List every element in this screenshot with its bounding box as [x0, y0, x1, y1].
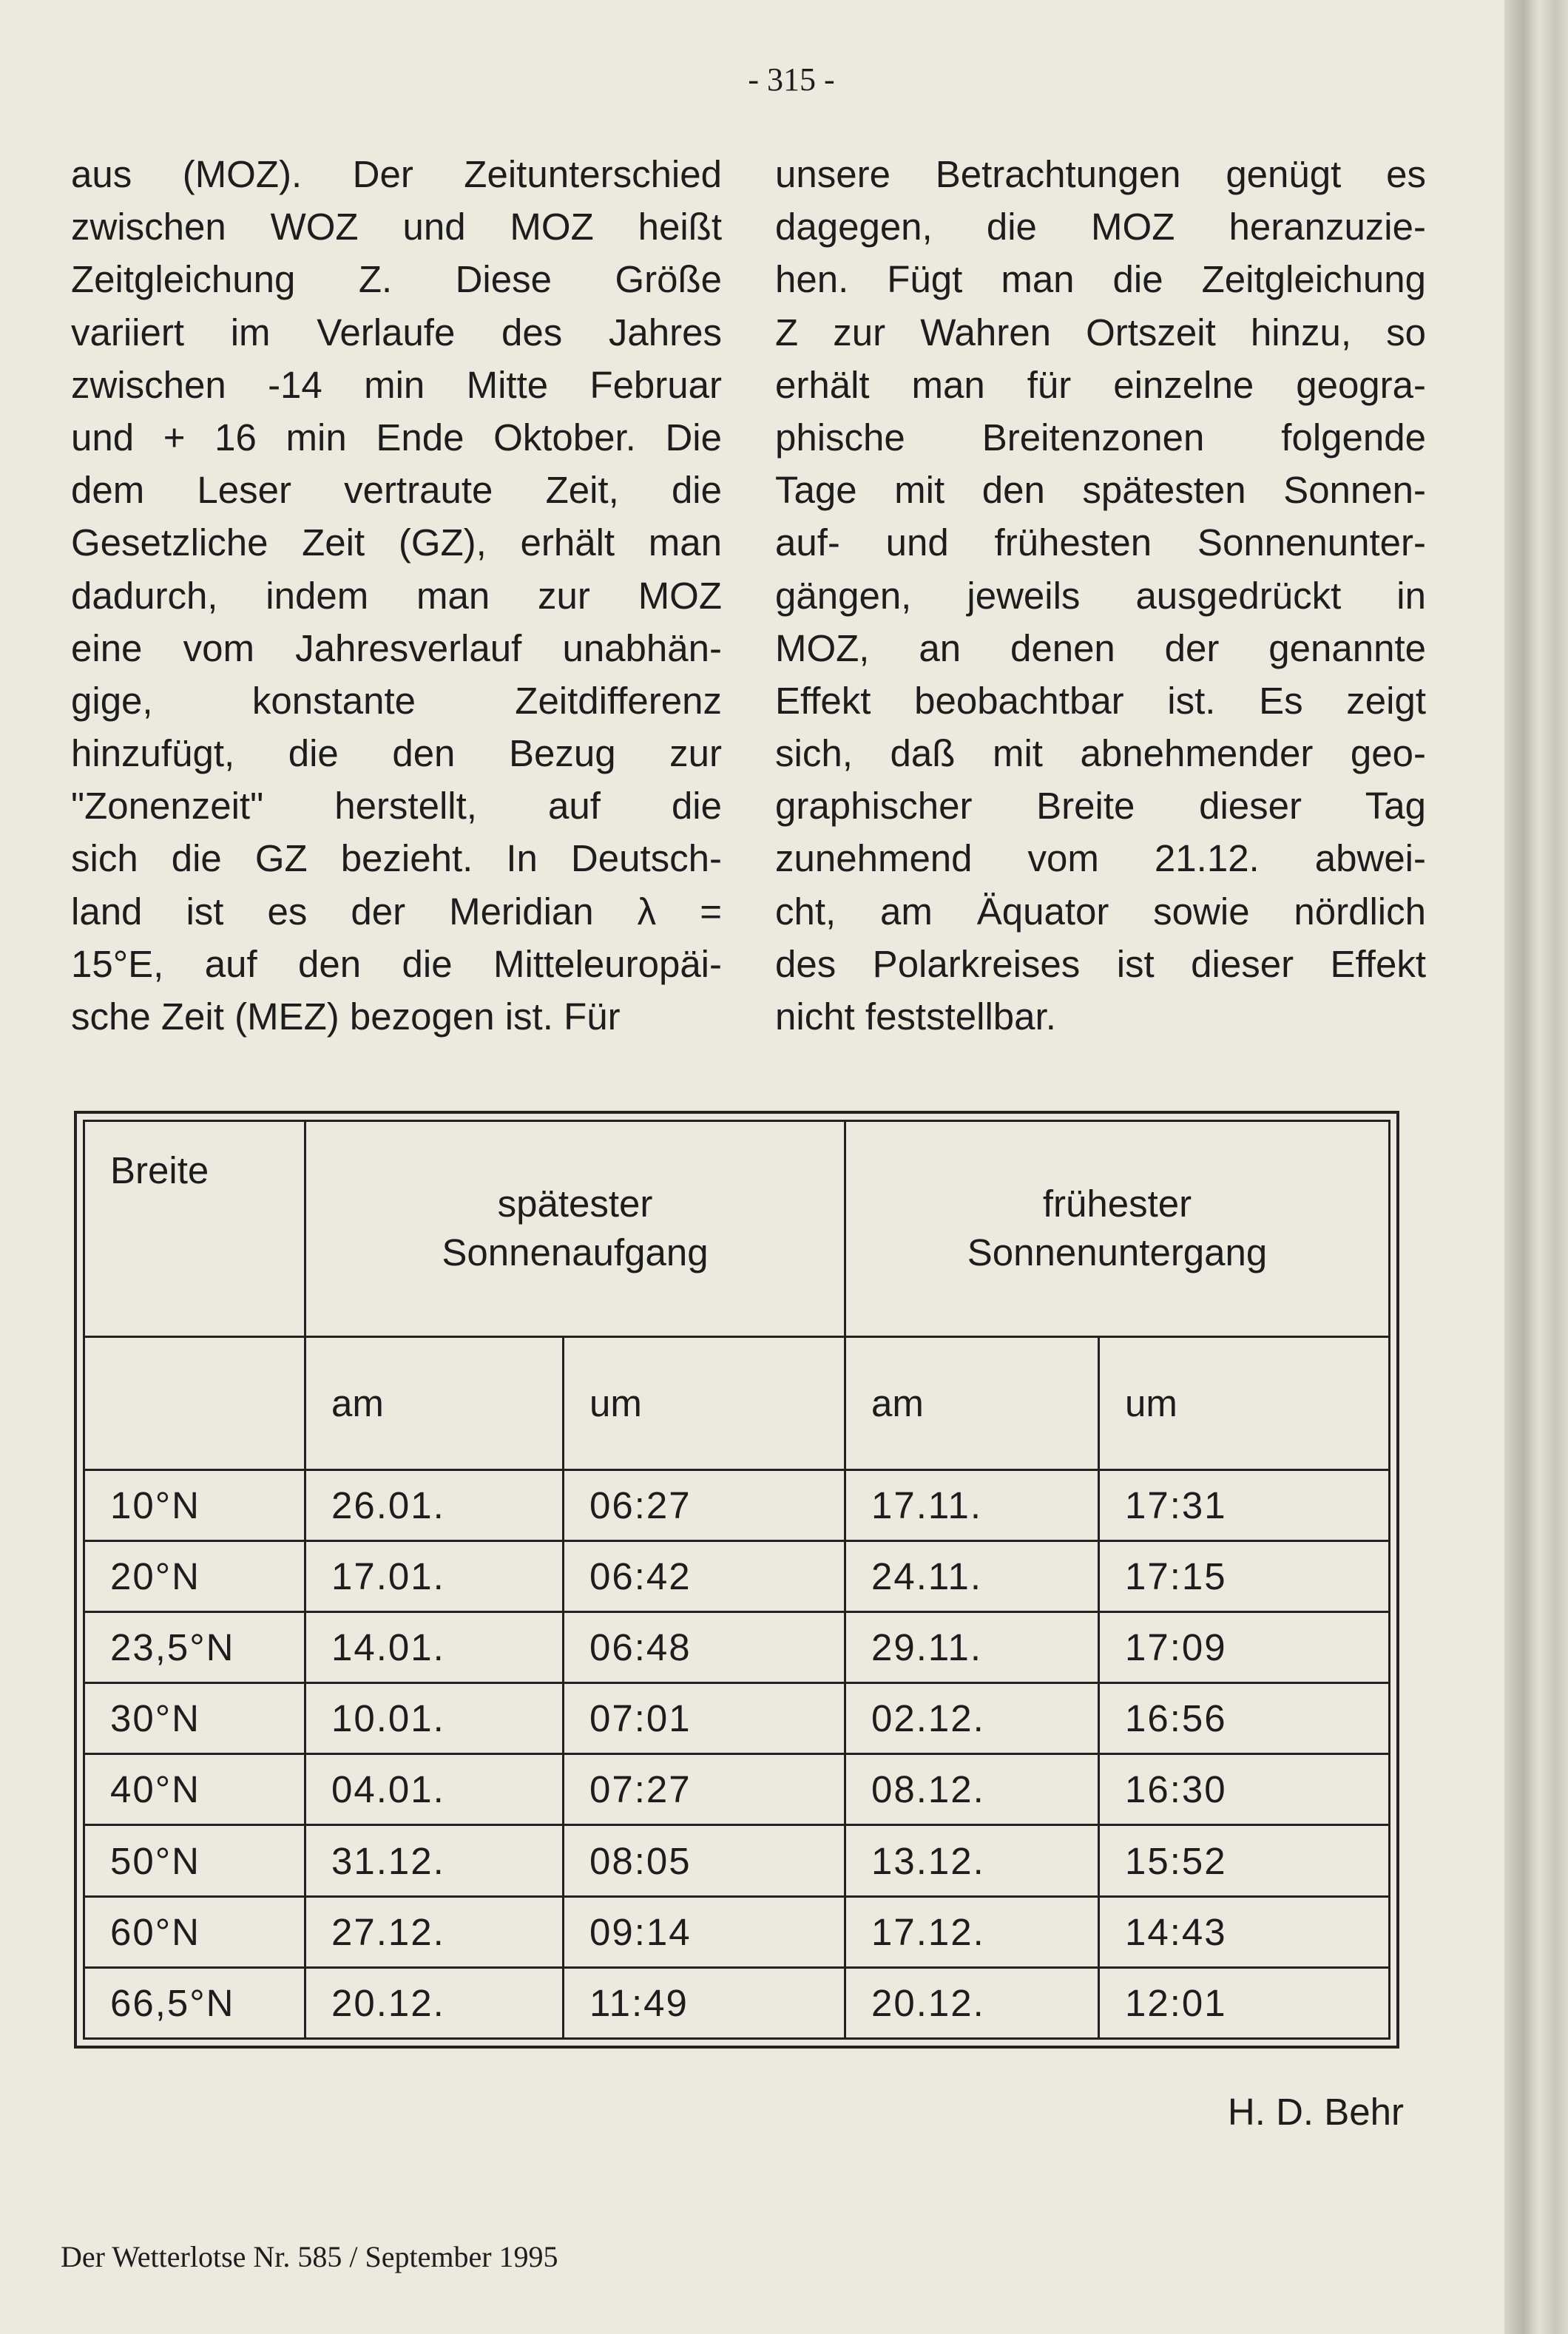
header-sunset-line1: frühester — [1042, 1183, 1192, 1225]
cell-sunset-date: 13.12. — [845, 1825, 1099, 1896]
subheader-um-sunrise: um — [564, 1336, 845, 1469]
table-row — [84, 1469, 1390, 1540]
sun-times-table — [74, 1111, 1399, 2049]
left-column-line: land ist es der Meridian λ = — [71, 890, 722, 933]
subheader-am-sunset: am — [845, 1336, 1099, 1469]
left-column-line: sich die GZ bezieht. In Deutsch- — [71, 837, 722, 880]
left-column-line: aus (MOZ). Der Zeitunterschied — [71, 153, 722, 195]
cell-sunset-time: 16:56 — [1099, 1683, 1390, 1754]
cell-breite: 66,5°N — [84, 1967, 305, 2038]
cell-sunset-date: 17.11. — [845, 1469, 1099, 1540]
cell-sunset-time: 15:52 — [1099, 1825, 1390, 1896]
cell-sunset-time: 17:31 — [1099, 1469, 1390, 1540]
cell-breite: 23,5°N — [84, 1611, 305, 1682]
left-column-line: 15°E, auf den die Mitteleuropäi- — [71, 942, 722, 985]
left-column-line: und + 16 min Ende Oktober. Die — [71, 416, 722, 459]
left-column-line: Zeitgleichung Z. Diese Größe — [71, 258, 722, 301]
right-column-line: nicht feststellbar. — [775, 995, 1056, 1038]
header-breite: Breite — [84, 1121, 305, 1337]
cell-sunset-date: 08.12. — [845, 1754, 1099, 1825]
cell-sunrise-time: 06:42 — [564, 1540, 845, 1611]
page-number: - 315 - — [748, 61, 835, 98]
cell-sunrise-time: 09:14 — [564, 1896, 845, 1967]
cell-sunset-date: 29.11. — [845, 1611, 1099, 1682]
left-column-line: sche Zeit (MEZ) bezogen ist. Für — [71, 995, 621, 1038]
header-sunrise-line1: spätester — [497, 1183, 653, 1225]
cell-breite: 10°N — [84, 1469, 305, 1540]
right-column-line: graphischer Breite dieser Tag — [775, 785, 1426, 828]
cell-sunrise-date: 20.12. — [305, 1967, 564, 2038]
cell-breite: 40°N — [84, 1754, 305, 1825]
table-subheader-row — [84, 1336, 1390, 1469]
left-column-line: gige, konstante Zeitdifferenz — [71, 679, 722, 722]
left-column-line: zwischen -14 min Mitte Februar — [71, 363, 722, 406]
left-column-line: dem Leser vertraute Zeit, die — [71, 469, 722, 512]
cell-sunset-time: 12:01 — [1099, 1967, 1390, 2038]
right-column-line: Z zur Wahren Ortszeit hinzu, so — [775, 311, 1426, 354]
cell-sunrise-date: 31.12. — [305, 1825, 564, 1896]
cell-sunset-date: 20.12. — [845, 1967, 1099, 2038]
cell-sunrise-time: 06:27 — [564, 1469, 845, 1540]
cell-sunset-time: 17:15 — [1099, 1540, 1390, 1611]
cell-sunrise-time: 08:05 — [564, 1825, 845, 1896]
right-column-line: cht, am Äquator sowie nördlich — [775, 890, 1426, 933]
footer: Der Wetterlotse Nr. 585 / September 1995 — [61, 2240, 558, 2273]
cell-sunset-time: 14:43 — [1099, 1896, 1390, 1967]
right-column-line: Tage mit den spätesten Sonnen- — [775, 469, 1426, 512]
page-edge — [1504, 0, 1568, 2334]
right-column-line: phische Breitenzonen folgende — [775, 416, 1426, 459]
cell-sunrise-time: 07:27 — [564, 1754, 845, 1825]
right-column-line: des Polarkreises ist dieser Effekt — [775, 942, 1426, 985]
cell-sunrise-date: 26.01. — [305, 1469, 564, 1540]
cell-breite: 30°N — [84, 1683, 305, 1754]
right-column — [775, 148, 1426, 1043]
left-column-line: dadurch, indem man zur MOZ — [71, 574, 722, 617]
left-column-line: Gesetzliche Zeit (GZ), erhält man — [71, 521, 722, 564]
left-column-line: eine vom Jahresverlauf unabhän- — [71, 626, 722, 669]
table-row — [84, 1967, 1390, 2038]
right-column-line: hen. Fügt man die Zeitgleichung — [775, 258, 1426, 301]
right-column-line: unsere Betrachtungen genügt es — [775, 153, 1426, 195]
cell-sunrise-time: 07:01 — [564, 1683, 845, 1754]
cell-sunrise-date: 04.01. — [305, 1754, 564, 1825]
table-row — [84, 1540, 1390, 1611]
subheader-um-sunset: um — [1099, 1336, 1390, 1469]
cell-breite: 50°N — [84, 1825, 305, 1896]
cell-sunrise-date: 10.01. — [305, 1683, 564, 1754]
cell-sunset-date: 02.12. — [845, 1683, 1099, 1754]
cell-sunset-time: 17:09 — [1099, 1611, 1390, 1682]
cell-sunset-date: 17.12. — [845, 1896, 1099, 1967]
subheader-empty — [84, 1336, 305, 1469]
table-row — [84, 1825, 1390, 1896]
table-row — [84, 1754, 1390, 1825]
cell-sunrise-date: 27.12. — [305, 1896, 564, 1967]
cell-sunset-time: 16:30 — [1099, 1754, 1390, 1825]
cell-sunrise-date: 14.01. — [305, 1611, 564, 1682]
right-column-line: dagegen, die MOZ heranzuzie- — [775, 206, 1426, 248]
subheader-am-sunrise: am — [305, 1336, 564, 1469]
right-column-line: MOZ, an denen der genannte — [775, 626, 1426, 669]
author: H. D. Behr — [1227, 2091, 1404, 2133]
header-sunset-line2: Sonnenuntergang — [967, 1231, 1268, 1274]
left-column-line: hinzufügt, die den Bezug zur — [71, 732, 722, 775]
right-column-line: auf- und frühesten Sonnenunter- — [775, 521, 1426, 564]
right-column-line: gängen, jeweils ausgedrückt in — [775, 574, 1426, 617]
cell-breite: 20°N — [84, 1540, 305, 1611]
cell-breite: 60°N — [84, 1896, 305, 1967]
cell-sunrise-time: 11:49 — [564, 1967, 845, 2038]
cell-sunset-date: 24.11. — [845, 1540, 1099, 1611]
header-sunset — [845, 1121, 1390, 1337]
right-column-line: erhält man für einzelne geogra- — [775, 363, 1426, 406]
left-column-line: variiert im Verlaufe des Jahres — [71, 311, 722, 354]
table-row — [84, 1611, 1390, 1682]
header-sunrise — [305, 1121, 845, 1337]
cell-sunrise-date: 17.01. — [305, 1540, 564, 1611]
right-column-line: zunehmend vom 21.12. abwei- — [775, 837, 1426, 880]
left-column — [71, 148, 722, 1043]
left-column-line: zwischen WOZ und MOZ heißt — [71, 206, 722, 248]
table-row — [84, 1683, 1390, 1754]
cell-sunrise-time: 06:48 — [564, 1611, 845, 1682]
left-column-line: "Zonenzeit" herstellt, auf die — [71, 785, 722, 828]
right-column-line: sich, daß mit abnehmender geo- — [775, 732, 1426, 775]
table-row — [84, 1896, 1390, 1967]
header-sunrise-line2: Sonnenaufgang — [442, 1231, 709, 1274]
right-column-line: Effekt beobachtbar ist. Es zeigt — [775, 679, 1426, 722]
table-header-row — [84, 1121, 1390, 1337]
